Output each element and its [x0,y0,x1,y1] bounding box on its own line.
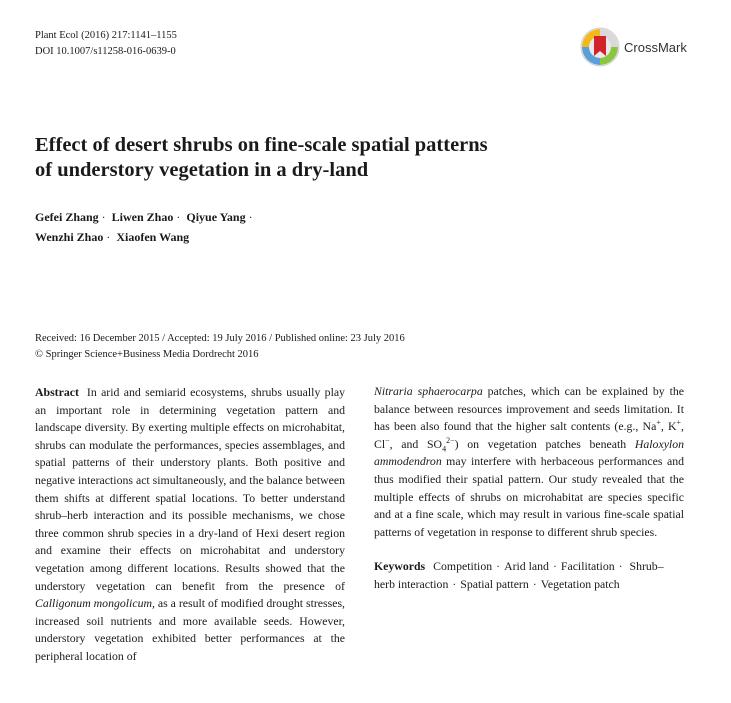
journal-doi[interactable]: DOI 10.1007/s11258-016-0639-0 [35,45,176,57]
published-date: Published online: 23 July 2016 [274,333,405,344]
keyword: Shrub–herb interaction [374,559,664,591]
author-name[interactable]: Wenzhi Zhao [35,230,104,244]
keyword: Spatial pattern [460,576,529,591]
author-name[interactable]: Gefei Zhang [35,210,99,224]
keywords-heading: Keywords [374,559,426,574]
species-name: Calligonum mongolicum [35,596,152,611]
abstract-column-left [35,384,345,666]
species-name: Haloxylon ammodendron [374,436,684,469]
abstract-heading: Abstract [35,385,79,399]
author-name[interactable]: Qiyue Yang [186,210,246,224]
received-date: Received: 16 December 2015 [35,333,160,344]
title-line-1: Effect of desert shrubs on fine-scale spatial patterns [35,134,488,156]
journal-info [35,28,177,59]
author-name[interactable]: Xiaofen Wang [116,230,190,244]
abstract-paragraph: Abstract In arid and semiarid ecosystems, shrubs usually play an important role in determining vegetation pattern and landscape diversity. By exerting multiple effects on microhabitat, shrubs can modulate the performances, species assemblages, and spatial patterns of their understory plants. Both positive and negative interactions act simultaneously, and the balance between them shifts at different spatial locations. To better understand shrub–herb interaction and its possible mechanisms, we chose three common shrub species in a dry-land of Hexi desert region and examine their effects on microhabitat and understory vegetation among different locations. Results showed that the understory vegetation can benefit from the presence of Calligonum mongolicum, as a result of modified drought stresses, increased soil nutrients and more available seeds. However, understory vegetation exhibited better performances at the peripheral location of [35,385,345,663]
journal-citation: Plant Ecol (2016) 217:1141–1155 [35,30,177,41]
abstract-paragraph-continued: Nitraria sphaerocarpa patches, which can be explained by the balance between resources improvement and seeds limitation. It has been also found that the higher salt contents (e.g., Na+, K+, Cl−, and $SO_4^{2-}$) on vegetation patches beneath Haloxylon ammodendron may interfere with herbaceous performances and thus modified their spatial pattern. Our study revealed that the multiple effects of shrubs on microhabitat are species specific and at a fine scale, which may result in various fine-scale spatial patterns of vegetation in response to different shrub species. [374,384,684,539]
crossmark-icon [580,27,620,67]
keyword: Vegetation patch [540,576,620,591]
keywords-block: Keywords Competition · Arid land · Facilitation · Shrub–herb interaction · Spatial pattern · Vegetation patch [374,559,664,591]
author-list: Gefei Zhang · Liwen Zhao · Qiyue Yang · Wenzhi Zhao · Xiaofen Wang [35,210,253,244]
keyword: Arid land [504,559,549,574]
species-name: Nitraria sphaerocarpa [374,384,483,398]
history-dates: Received: 16 December 2015 / Accepted: 19 July 2016 / Published online: 23 July 2016 [35,333,405,344]
article-title [35,133,595,183]
abstract-column-right [374,383,684,594]
crossmark-label: CrossMark [624,39,687,55]
title-line-2: of understory vegetation in a dry-land [35,159,369,181]
copyright-notice: © Springer Science+Business Media Dordrecht 2016 [35,348,259,360]
crossmark-badge[interactable] [580,27,687,67]
keyword: Competition [433,559,493,574]
accepted-date: Accepted: 19 July 2016 [167,333,267,344]
article-history [35,331,405,362]
author-name[interactable]: Liwen Zhao [111,210,174,224]
keyword: Facilitation [560,559,615,574]
